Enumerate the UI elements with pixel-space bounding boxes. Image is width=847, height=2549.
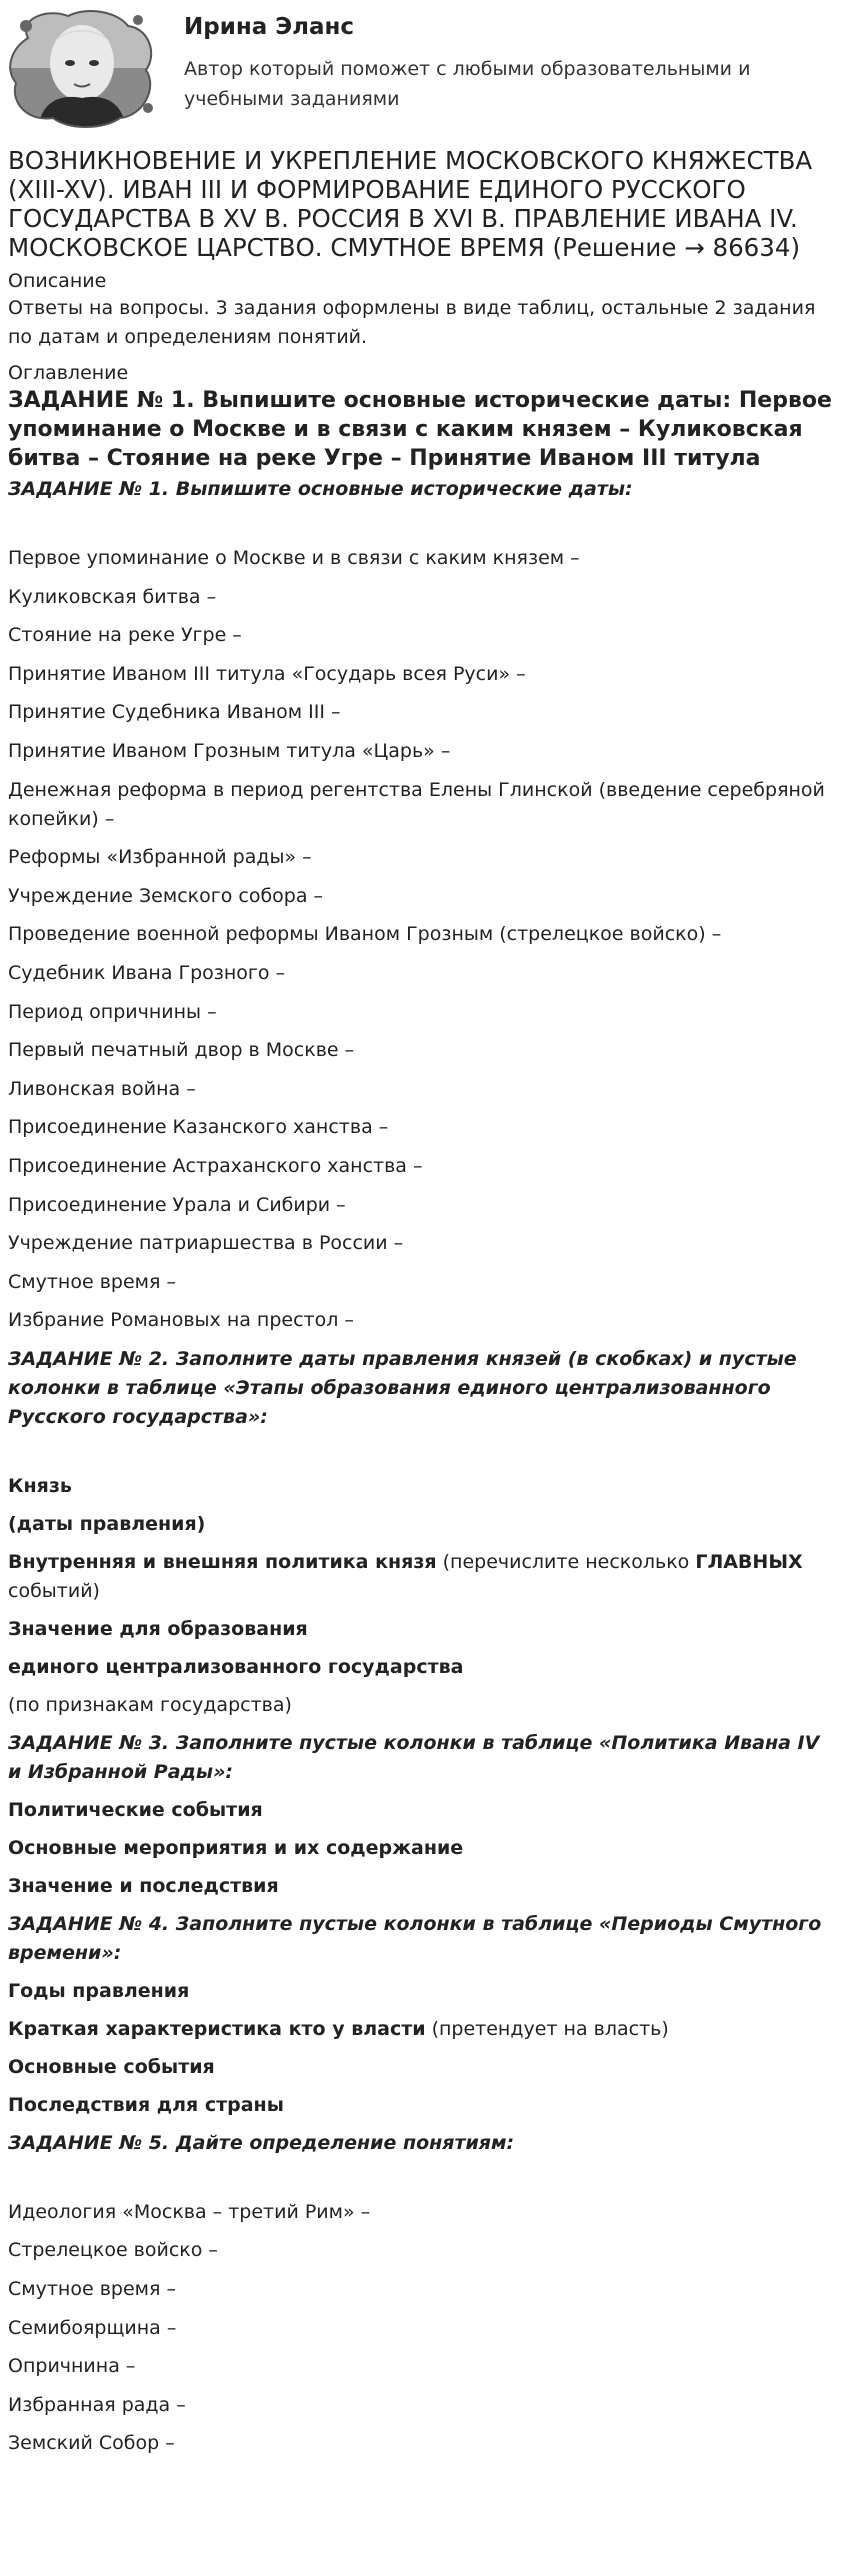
task5-item: Избранная рада – xyxy=(8,2393,186,2416)
task1-item: Денежная реформа в период регентства Елены Глинской (введение серебряной копейки) – xyxy=(8,778,825,830)
task4-col-events: Основные события xyxy=(8,2055,215,2078)
task5-item: Земский Собор – xyxy=(8,2432,175,2455)
task1-heading: ЗАДАНИЕ № 1. Выпишите основные исторические даты: xyxy=(8,478,633,500)
task1-item: Присоединение Казанского ханства – xyxy=(8,1116,389,1139)
task2-col-policy-note-end: событий) xyxy=(8,1579,100,1602)
task2-heading: ЗАДАНИЕ № 2. Заполните даты правления князей (в скобках) и пустые колонки в таблице «Этапы образования единого централизованного Русского государства»: xyxy=(8,1347,797,1428)
task5-item: Опричнина – xyxy=(8,2355,136,2378)
task4-heading: ЗАДАНИЕ № 4. Заполните пустые колонки в таблице «Периоды Смутного времени»: xyxy=(8,1912,822,1964)
task1-item: Реформы «Избранной рады» – xyxy=(8,846,312,869)
task1-item: Учреждение Земского собора – xyxy=(8,884,324,907)
task1-item: Первый печатный двор в Москве – xyxy=(8,1039,355,1062)
document-title: ВОЗНИКНОВЕНИЕ И УКРЕПЛЕНИЕ МОСКОВСКОГО КНЯЖЕСТВА (XIII-XV). ИВАН III И ФОРМИРОВАНИЕ ЕДИНОГО РУССКОГО ГОСУДАРСТВА В XV В. РОССИЯ В XVI В. ПРАВЛЕНИЕ ИВАНА IV. МОСКОВСКОЕ ЦАРСТВО. СМУТНОЕ ВРЕМЯ (Решение → 86634) xyxy=(8,146,813,262)
author-card xyxy=(8,8,828,128)
task2-col-meaning-2: единого централизованного государства xyxy=(8,1655,464,1678)
author-name[interactable]: Ирина Эланс xyxy=(184,14,355,40)
task5-terms-list xyxy=(8,2198,834,2459)
task1-item: Стояние на реке Угре – xyxy=(8,624,242,647)
task1-item: Принятие Иваном Грозным титула «Царь» – xyxy=(8,739,451,762)
description-label: Описание xyxy=(8,270,107,292)
task4-col-years: Годы правления xyxy=(8,1979,190,2002)
spacer xyxy=(8,1432,834,1472)
document-content xyxy=(8,146,834,2468)
spacer xyxy=(8,2158,834,2198)
task1-item: Период опричнины – xyxy=(8,1000,217,1023)
task4-col-characteristic-title: Краткая характеристика кто у власти xyxy=(8,2017,426,2040)
task4-col-consequences: Последствия для страны xyxy=(8,2093,284,2116)
task5-item: Смутное время – xyxy=(8,2278,176,2301)
task2-col-meaning-sub: (по признакам государства) xyxy=(8,1693,292,1716)
task3-col-consequences: Значение и последствия xyxy=(8,1874,279,1897)
task1-item: Ливонская война – xyxy=(8,1077,196,1100)
task1-item: Учреждение патриаршества в России – xyxy=(8,1232,404,1255)
task1-item: Принятие Иваном III титула «Государь всея Руси» – xyxy=(8,662,526,685)
task4-col-characteristic xyxy=(8,2015,834,2044)
task2-col-policy-title: Внутренняя и внешняя политика князя xyxy=(8,1550,437,1573)
task4-col-characteristic-note: (претендует на власть) xyxy=(425,2017,669,2040)
task1-item: Проведение военной реформы Иваном Грозным (стрелецкое войско) – xyxy=(8,923,722,946)
task5-item: Идеология «Москва – третий Рим» – xyxy=(8,2200,371,2223)
task1-item: Судебник Ивана Грозного – xyxy=(8,961,286,984)
task1-item: Принятие Судебника Иваном III – xyxy=(8,701,341,724)
task5-item: Стрелецкое войско – xyxy=(8,2239,218,2262)
task3-col-events: Политические события xyxy=(8,1798,263,1821)
task2-col-prince-sub: (даты правления) xyxy=(8,1512,206,1535)
task2-col-meaning-1: Значение для образования xyxy=(8,1617,308,1640)
author-avatar[interactable] xyxy=(8,8,156,128)
task2-col-policy xyxy=(8,1548,834,1606)
task5-heading: ЗАДАНИЕ № 5. Дайте определение понятиям: xyxy=(8,2131,515,2154)
author-description: Автор который поможет с любыми образовательными и учебными заданиями xyxy=(184,58,751,110)
task2-col-policy-note: (перечислите несколько xyxy=(436,1550,696,1573)
task3-col-measures: Основные мероприятия и их содержание xyxy=(8,1836,464,1859)
task1-item: Смутное время – xyxy=(8,1270,176,1293)
task3-heading: ЗАДАНИЕ № 3. Заполните пустые колонки в таблице «Политика Ивана IV и Избранной Рады»: xyxy=(8,1731,820,1783)
spacer xyxy=(8,504,834,544)
task1-item: Куликовская битва – xyxy=(8,585,217,608)
task1-item: Избрание Романовых на престол – xyxy=(8,1309,354,1332)
toc-heading[interactable]: ЗАДАНИЕ № 1. Выпишите основные исторические даты: Первое упоминание о Москве и в связи с каким князем – Куликовская битва – Стояние на реке Угре – Принятие Иваном III титула xyxy=(8,388,832,471)
task5-item: Семибоярщина – xyxy=(8,2316,177,2339)
task1-dates-list xyxy=(8,544,834,1335)
task1-item: Присоединение Астраханского ханства – xyxy=(8,1154,423,1177)
description-text: Ответы на вопросы. 3 задания оформлены в виде таблиц, остальные 2 задания по датам и определениям понятий. xyxy=(8,297,816,348)
task2-col-policy-emph: ГЛАВНЫХ xyxy=(695,1550,803,1573)
task1-item: Присоединение Урала и Сибири – xyxy=(8,1193,346,1216)
toc-label: Оглавление xyxy=(8,362,129,384)
task2-col-prince: Князь xyxy=(8,1474,72,1497)
author-photo-avatar-icon xyxy=(8,8,156,128)
task1-item: Первое упоминание о Москве и в связи с каким князем – xyxy=(8,547,580,569)
